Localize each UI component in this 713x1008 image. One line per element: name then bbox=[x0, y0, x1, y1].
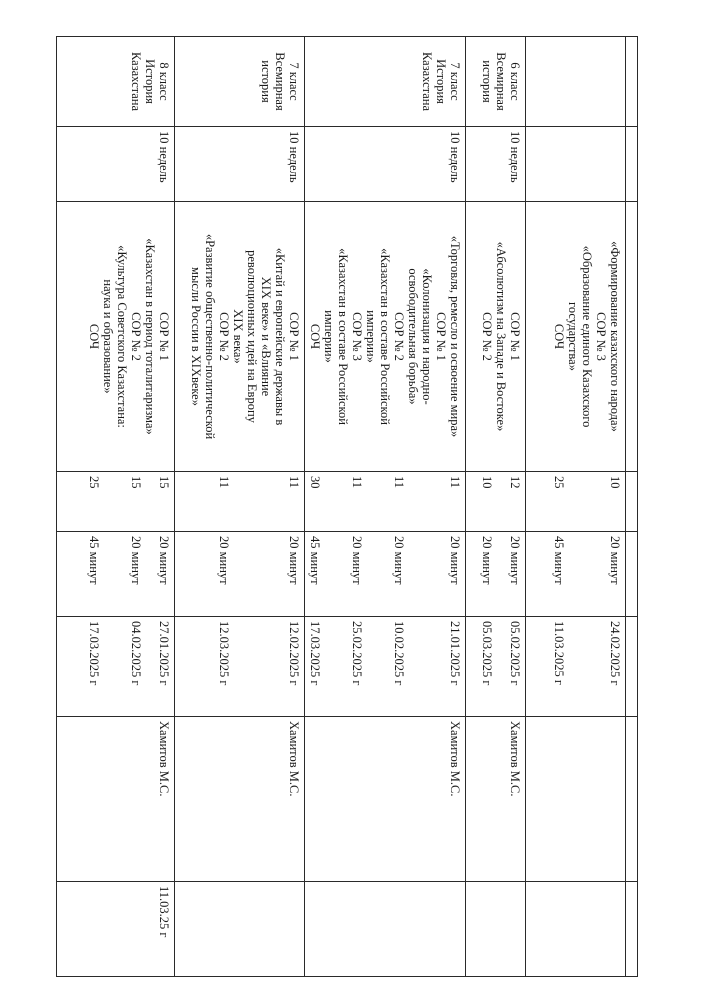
duration-cell bbox=[466, 532, 526, 617]
topic-line: СОР № 3 bbox=[350, 312, 364, 361]
duration-line bbox=[231, 536, 245, 612]
date-line bbox=[434, 621, 448, 712]
date-cell bbox=[175, 617, 305, 717]
table-row bbox=[175, 37, 305, 977]
hours-cell bbox=[466, 472, 526, 532]
duration-line bbox=[494, 536, 508, 612]
hours-line: 10 bbox=[608, 476, 622, 489]
date-line: 10.02.2025 г bbox=[392, 621, 406, 686]
topic-line: СОЧ bbox=[87, 323, 101, 350]
duration-line: 20 минут bbox=[392, 536, 406, 585]
topic-line: СОР № 2 bbox=[480, 312, 494, 361]
teacher-text: Хамитов М.С. bbox=[157, 721, 171, 797]
teacher-text: Хамитов М.С. bbox=[287, 721, 301, 797]
date-line bbox=[115, 621, 129, 712]
hours-cell bbox=[526, 472, 626, 532]
weeks-cell bbox=[175, 127, 305, 202]
class-subject-line: 6 класс bbox=[508, 62, 522, 101]
hours-line: 25 bbox=[87, 476, 101, 489]
class-subject-line: 7 класс bbox=[287, 62, 301, 101]
date-line: 12.02.2025 г bbox=[287, 621, 301, 686]
weeks-text: 10 недель bbox=[157, 131, 171, 183]
extra-date-text: 11.03.25 г bbox=[157, 886, 171, 938]
topic-line: «Казахстан в период тоталитаризма» bbox=[143, 238, 157, 435]
hours-line bbox=[378, 476, 392, 527]
class-subject-line: история bbox=[259, 60, 273, 103]
date-cell bbox=[57, 617, 175, 717]
hours-line: 12 bbox=[508, 476, 522, 489]
topic-line: СОР № 2 bbox=[392, 312, 406, 361]
duration-cell bbox=[175, 532, 305, 617]
extra-date-cell bbox=[305, 882, 466, 977]
class-subject-cell bbox=[57, 37, 175, 127]
date-line bbox=[203, 621, 217, 712]
date-line bbox=[336, 621, 350, 712]
hours-line bbox=[115, 476, 129, 527]
hours-line: 11 bbox=[392, 476, 406, 489]
hours-line: 25 bbox=[552, 476, 566, 489]
hours-line bbox=[273, 476, 287, 527]
class-subject-cell bbox=[175, 37, 305, 127]
hours-line bbox=[143, 476, 157, 527]
topic-line: мысли России в XIXвеке» bbox=[189, 267, 203, 406]
hours-line bbox=[245, 476, 259, 527]
topic-line: «Казахстан в составе Российской bbox=[336, 248, 350, 425]
date-line: 25.02.2025 г bbox=[350, 621, 364, 686]
duration-cell bbox=[526, 532, 626, 617]
date-line: 17.03.2025 г bbox=[87, 621, 101, 686]
date-line: 11.03.2025 г bbox=[552, 621, 566, 686]
topic-line: «Культура Советского Казахстана: bbox=[115, 245, 129, 428]
duration-line bbox=[143, 536, 157, 612]
teacher-cell bbox=[175, 717, 305, 882]
date-line: 12.03.2025 г bbox=[217, 621, 231, 686]
teacher-cell bbox=[305, 717, 466, 882]
date-line bbox=[322, 621, 336, 712]
duration-line bbox=[115, 536, 129, 612]
hours-line: 11 bbox=[287, 476, 301, 489]
teacher-cell bbox=[466, 717, 526, 882]
topic-line: «Развитие общественно-политической bbox=[203, 233, 217, 440]
duration-line: 20 минут bbox=[350, 536, 364, 585]
duration-line: 20 минут bbox=[448, 536, 462, 585]
class-subject-cell bbox=[305, 37, 466, 127]
topic-cell bbox=[305, 202, 466, 472]
topic-line: СОЧ bbox=[552, 323, 566, 350]
topic-line: СОР № 1 bbox=[434, 312, 448, 361]
hours-line bbox=[420, 476, 434, 527]
table-row bbox=[57, 37, 175, 977]
extra-date-cell bbox=[57, 882, 175, 977]
topic-line: XIX века» bbox=[231, 309, 245, 364]
duration-line: 45 минут bbox=[87, 536, 101, 585]
hours-line bbox=[580, 476, 594, 527]
class-subject-line: История bbox=[434, 59, 448, 104]
duration-line bbox=[189, 536, 203, 612]
class-subject-line: 7 класс bbox=[448, 62, 462, 101]
hours-line bbox=[364, 476, 378, 527]
date-line bbox=[143, 621, 157, 712]
topic-line: «Абсолютизм на Западе и Востоке» bbox=[494, 241, 508, 432]
teacher-text: Хамитов М.С. bbox=[448, 721, 462, 797]
date-line bbox=[231, 621, 245, 712]
topic-line: освободительная борьба» bbox=[406, 268, 420, 405]
date-line bbox=[494, 621, 508, 712]
class-subject-line: история bbox=[480, 60, 494, 103]
topic-line: «Казахстан в составе Российской bbox=[378, 248, 392, 425]
duration-line bbox=[420, 536, 434, 612]
duration-line bbox=[434, 536, 448, 612]
topic-line: СОР № 1 bbox=[287, 312, 301, 361]
topic-cell bbox=[526, 202, 626, 472]
duration-line bbox=[322, 536, 336, 612]
date-line bbox=[594, 621, 608, 712]
extra-date-cell bbox=[466, 882, 526, 977]
weeks-cell bbox=[305, 127, 466, 202]
hours-line bbox=[231, 476, 245, 527]
hours-line bbox=[189, 476, 203, 527]
hours-line bbox=[336, 476, 350, 527]
topic-line: «Китай и европейские державы в bbox=[273, 247, 287, 426]
duration-line bbox=[336, 536, 350, 612]
topic-line: наука и образование» bbox=[101, 279, 115, 394]
class-subject-cell bbox=[466, 37, 526, 127]
rotated-page bbox=[58, 36, 638, 976]
date-cell bbox=[526, 617, 626, 717]
topic-line: империи» bbox=[322, 310, 336, 363]
duration-line: 20 минут bbox=[608, 536, 622, 585]
date-line: 04.02.2025 г bbox=[129, 621, 143, 686]
extra-date-cell bbox=[526, 882, 626, 977]
duration-line bbox=[406, 536, 420, 612]
date-line bbox=[580, 621, 594, 712]
hours-line bbox=[406, 476, 420, 527]
date-line bbox=[259, 621, 273, 712]
date-cell bbox=[466, 617, 526, 717]
hours-line bbox=[494, 476, 508, 527]
duration-line bbox=[273, 536, 287, 612]
hours-line bbox=[566, 476, 580, 527]
extra-date-cell bbox=[175, 882, 305, 977]
hours-cell bbox=[175, 472, 305, 532]
hours-line bbox=[203, 476, 217, 527]
topic-line: СОЧ bbox=[308, 323, 322, 350]
duration-line bbox=[203, 536, 217, 612]
table-row bbox=[305, 37, 466, 977]
duration-line bbox=[594, 536, 608, 612]
duration-line: 20 минут bbox=[157, 536, 171, 585]
duration-line: 20 минут bbox=[287, 536, 301, 585]
topic-line: «Торговля, ремесло и освоение мира» bbox=[448, 235, 462, 438]
topic-line: СОР № 1 bbox=[157, 312, 171, 361]
duration-line: 20 минут bbox=[508, 536, 522, 585]
hours-line: 11 bbox=[350, 476, 364, 489]
date-line bbox=[406, 621, 420, 712]
date-line bbox=[101, 621, 115, 712]
hours-line bbox=[322, 476, 336, 527]
date-line: 24.02.2025 г bbox=[608, 621, 622, 686]
class-subject-line: Казахстана bbox=[420, 51, 434, 112]
teacher-cell bbox=[57, 717, 175, 882]
assessment-schedule-table bbox=[56, 36, 638, 977]
hours-line: 15 bbox=[129, 476, 143, 489]
hours-line: 30 bbox=[308, 476, 322, 489]
date-line bbox=[189, 621, 203, 712]
date-line bbox=[566, 621, 580, 712]
date-line bbox=[273, 621, 287, 712]
weeks-text: 10 недель bbox=[508, 131, 522, 183]
hours-line: 11 bbox=[217, 476, 231, 489]
topic-line: государства» bbox=[566, 302, 580, 371]
duration-line bbox=[364, 536, 378, 612]
duration-line: 20 минут bbox=[129, 536, 143, 585]
date-line: 05.03.2025 г bbox=[480, 621, 494, 686]
weeks-cell bbox=[466, 127, 526, 202]
topic-cell bbox=[175, 202, 305, 472]
date-line: 05.02.2025 г bbox=[508, 621, 522, 686]
class-subject-line: Всемирная bbox=[494, 52, 508, 111]
duration-line bbox=[101, 536, 115, 612]
hours-line: 10 bbox=[480, 476, 494, 489]
duration-cell bbox=[57, 532, 175, 617]
hours-line bbox=[101, 476, 115, 527]
topic-line: XIX веке» и «Влияние bbox=[259, 276, 273, 397]
duration-line: 20 минут bbox=[217, 536, 231, 585]
topic-cell bbox=[466, 202, 526, 472]
table-top-strip bbox=[626, 37, 638, 977]
topic-line: СОР № 2 bbox=[217, 312, 231, 361]
topic-line: «Образование единого Казахского bbox=[580, 245, 594, 428]
date-line bbox=[364, 621, 378, 712]
duration-cell bbox=[305, 532, 466, 617]
hours-line bbox=[594, 476, 608, 527]
topic-line: империи» bbox=[364, 310, 378, 363]
class-subject-cell bbox=[526, 37, 626, 127]
date-cell bbox=[305, 617, 466, 717]
weeks-cell bbox=[526, 127, 626, 202]
weeks-text: 10 недель bbox=[287, 131, 301, 183]
topic-line: революционных идей на Европу bbox=[245, 250, 259, 423]
topic-line: СОР № 1 bbox=[508, 312, 522, 361]
date-line: 17.03.2025 г bbox=[308, 621, 322, 686]
table-row bbox=[466, 37, 526, 977]
date-line bbox=[378, 621, 392, 712]
class-subject-line: Всемирная bbox=[273, 52, 287, 111]
topic-line: «Формирование казахского народа» bbox=[608, 241, 622, 432]
date-line bbox=[420, 621, 434, 712]
hours-cell bbox=[305, 472, 466, 532]
date-line: 27.01.2025 г bbox=[157, 621, 171, 686]
table-row bbox=[526, 37, 626, 977]
weeks-cell bbox=[57, 127, 175, 202]
duration-line bbox=[580, 536, 594, 612]
hours-line: 15 bbox=[157, 476, 171, 489]
duration-line: 45 минут bbox=[308, 536, 322, 585]
hours-line bbox=[434, 476, 448, 527]
duration-line bbox=[245, 536, 259, 612]
topic-line: «Колонизация и народно- bbox=[420, 268, 434, 405]
teacher-cell bbox=[526, 717, 626, 882]
topic-line: СОР № 3 bbox=[594, 312, 608, 361]
hours-cell bbox=[57, 472, 175, 532]
hours-line: 11 bbox=[448, 476, 462, 489]
class-subject-line: История bbox=[143, 59, 157, 104]
duration-line bbox=[566, 536, 580, 612]
weeks-text: 10 недель bbox=[448, 131, 462, 183]
hours-line bbox=[259, 476, 273, 527]
duration-line: 45 минут bbox=[552, 536, 566, 585]
topic-line: СОР № 2 bbox=[129, 312, 143, 361]
class-subject-line: 8 класс bbox=[157, 62, 171, 101]
date-line bbox=[245, 621, 259, 712]
class-subject-line: Казахстана bbox=[129, 51, 143, 112]
duration-line bbox=[378, 536, 392, 612]
date-line: 21.01.2025 г bbox=[448, 621, 462, 686]
topic-cell bbox=[57, 202, 175, 472]
teacher-text: Хамитов М.С. bbox=[508, 721, 522, 797]
duration-line: 20 минут bbox=[480, 536, 494, 585]
duration-line bbox=[259, 536, 273, 612]
